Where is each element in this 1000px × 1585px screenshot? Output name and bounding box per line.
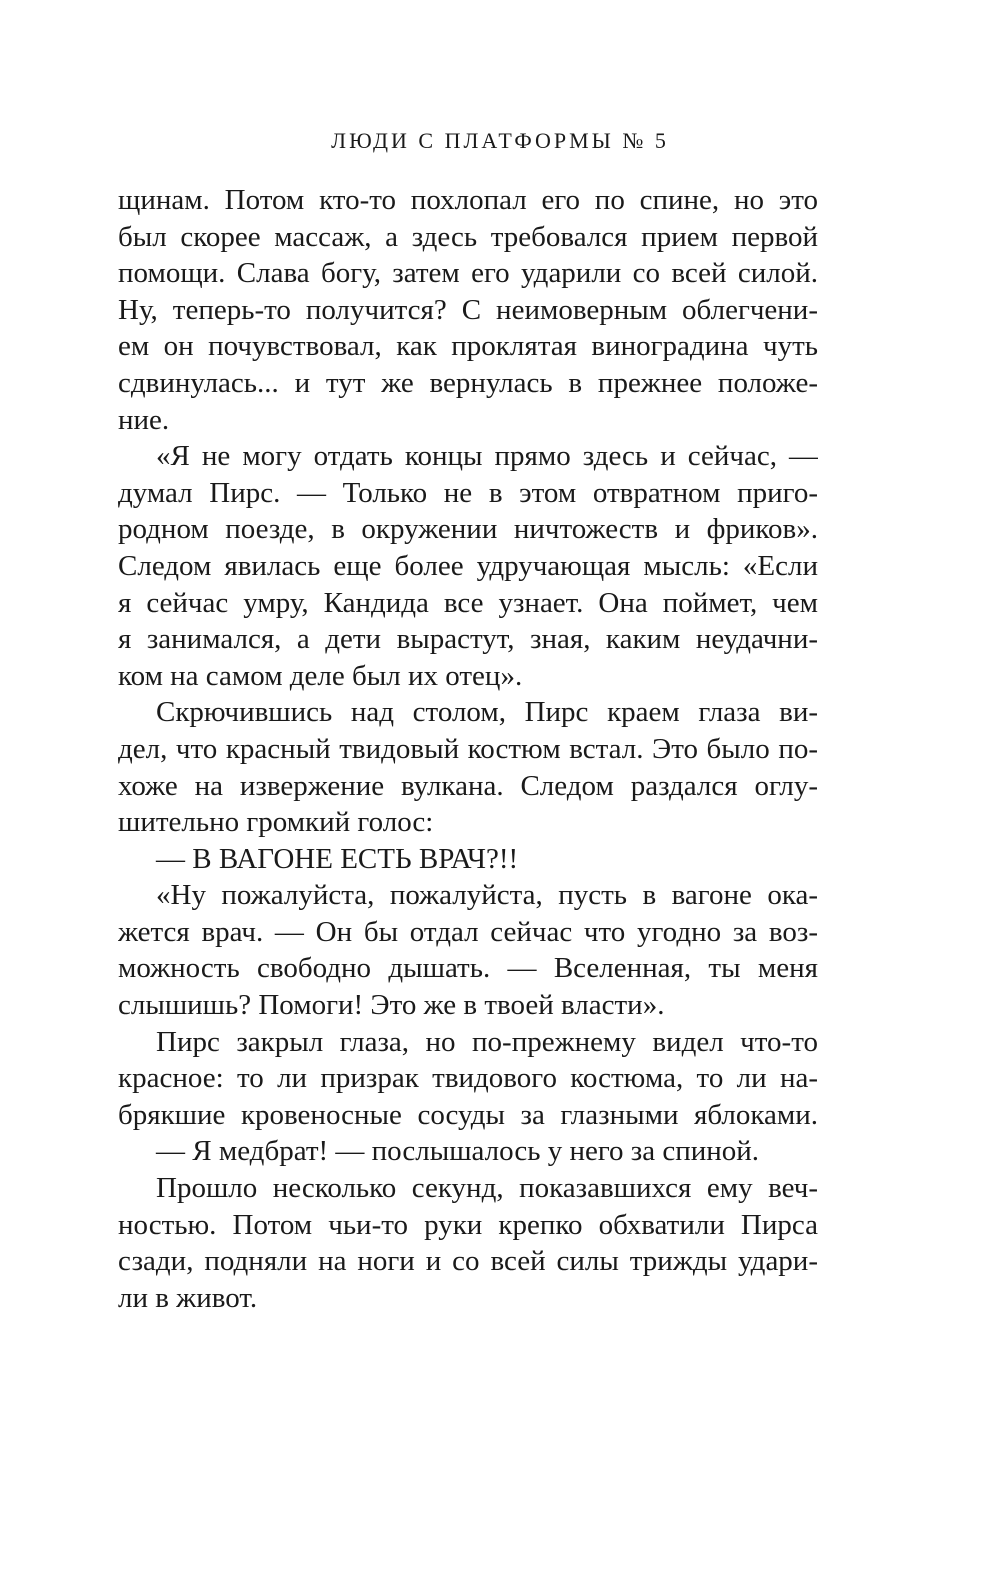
text-line: сдвинулась... и тут же вернулась в прежнее положе- bbox=[118, 366, 818, 399]
running-header: ЛЮДИ С ПЛАТФОРМЫ № 5 bbox=[331, 128, 669, 153]
text-line: думал Пирс. — Только не в этом отвратном приго- bbox=[118, 476, 818, 509]
text-line: был скорее массаж, а здесь требовался прием первой bbox=[118, 220, 818, 253]
text-line: я занимался, а дети вырастут, зная, каким неудачни- bbox=[118, 623, 818, 656]
text-line: родном поезде, в окружении ничтожеств и фриков». bbox=[118, 513, 818, 546]
text-line: можность свободно дышать. — Вселенная, ты меня bbox=[118, 952, 818, 985]
text-line: помощи. Слава богу, затем его ударили со всей силой. bbox=[118, 257, 818, 290]
text-line: Ну, теперь-то получится? С неимоверным облегчени- bbox=[118, 293, 818, 326]
text-line: дел, что красный твидовый костюм встал. Это было по- bbox=[118, 732, 818, 765]
text-line: Следом явилась еще более удручающая мысль: «Если bbox=[118, 549, 818, 582]
text-line: — Я медбрат! — послышалось у него за спиной. bbox=[156, 1135, 760, 1168]
text-line: сзади, подняли на ноги и со всей силы трижды удари- bbox=[118, 1245, 818, 1278]
body-text bbox=[118, 182, 818, 1316]
text-line: я сейчас умру, Кандида все узнает. Она поймет, чем bbox=[118, 586, 818, 619]
text-line: Прошло несколько секунд, показавшихся ему веч- bbox=[156, 1172, 818, 1205]
text-line: ние. bbox=[118, 403, 170, 436]
text-line: «Я не могу отдать концы прямо здесь и сейчас, — bbox=[156, 440, 818, 473]
text-line: ем он почувствовал, как проклятая виноградина чуть bbox=[118, 330, 818, 363]
text-line: щинам. Потом кто-то похлопал его по спине, но это bbox=[118, 184, 818, 216]
text-line: Скрючившись над столом, Пирс краем глаза ви- bbox=[156, 696, 818, 729]
text-line: жется врач. — Он бы отдал сейчас что угодно за воз- bbox=[118, 915, 818, 948]
text-line: ли в живот. bbox=[118, 1281, 258, 1314]
text-line: хоже на извержение вулкана. Следом раздался оглу- bbox=[118, 769, 818, 802]
text-line: красное: то ли призрак твидового костюма, то ли на- bbox=[118, 1062, 818, 1095]
text-line: брякшие кровеносные сосуды за глазными яблоками. bbox=[118, 1098, 818, 1131]
text-line: «Ну пожалуйста, пожалуйста, пусть в вагоне ока- bbox=[156, 879, 818, 912]
text-line: ностью. Потом чьи-то руки крепко обхватили Пирса bbox=[118, 1208, 818, 1241]
text-line: шительно громкий голос: bbox=[118, 806, 434, 839]
text-line: Пирс закрыл глаза, но по-прежнему видел что-то bbox=[156, 1025, 818, 1058]
text-line: — В ВАГОНЕ ЕСТЬ ВРАЧ?!! bbox=[156, 842, 519, 875]
text-line: слышишь? Помоги! Это же в твоей власти». bbox=[118, 989, 665, 1022]
text-line: ком на самом деле был их отец». bbox=[118, 659, 523, 692]
